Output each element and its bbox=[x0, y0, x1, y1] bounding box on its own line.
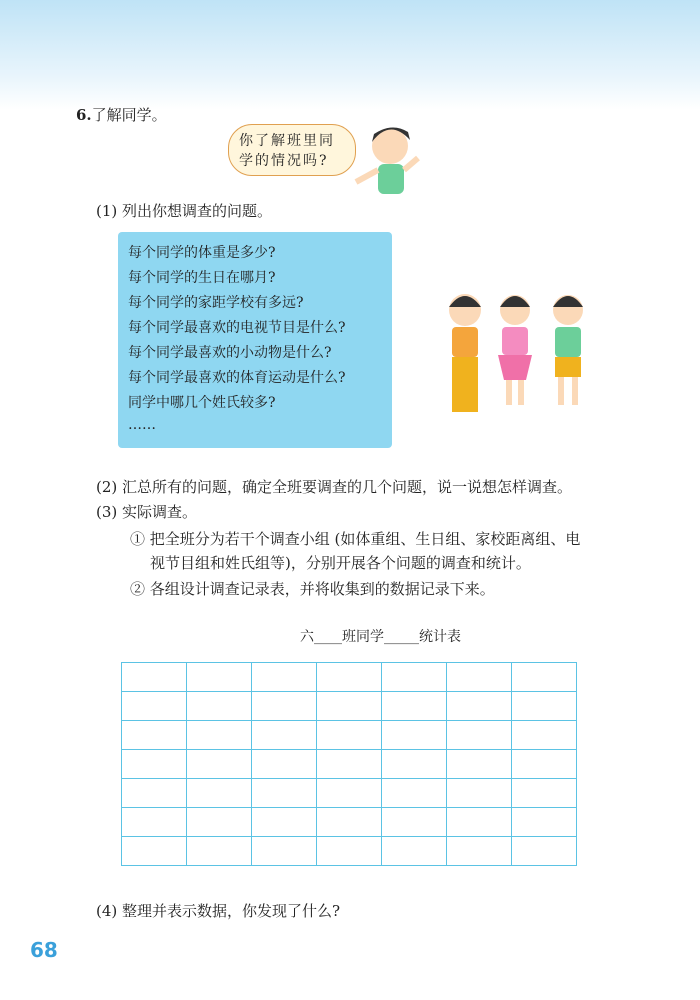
step-2: (2) 汇总所有的问题，确定全班要调查的几个问题，说一说想怎样调查。 bbox=[96, 478, 573, 496]
question-item: 每个同学的体重是多少? bbox=[128, 245, 276, 261]
speech-bubble: 你了解班里同学的情况吗? bbox=[228, 124, 356, 176]
step-3-item-1: ① 把全班分为若干个调查小组 (如体重组、生日组、家校距离组、电 bbox=[130, 530, 581, 548]
exercise-heading: 6.了解同学。 bbox=[76, 106, 167, 124]
question-item: 同学中哪几个姓氏较多? bbox=[128, 395, 276, 411]
question-item: 每个同学最喜欢的电视节目是什么? bbox=[128, 320, 346, 336]
children-illustration bbox=[440, 285, 600, 425]
step-3: (3) 实际调查。 bbox=[96, 503, 198, 521]
step-1: (1) 列出你想调查的问题。 bbox=[96, 202, 273, 220]
question-item: 每个同学的生日在哪月? bbox=[128, 270, 276, 286]
step-3-item-1-cont: 视节目组和姓氏组等)，分别开展各个问题的调查和统计。 bbox=[150, 554, 531, 572]
question-item: 每个同学最喜欢的小动物是什么? bbox=[128, 345, 332, 361]
question-list bbox=[118, 232, 392, 448]
page-number: 68 bbox=[30, 938, 58, 962]
question-item: 每个同学的家距学校有多远? bbox=[128, 295, 304, 311]
question-item: …… bbox=[128, 417, 156, 433]
header-band bbox=[0, 0, 700, 110]
step-4: (4) 整理并表示数据，你发现了什么? bbox=[96, 902, 341, 920]
boy-illustration bbox=[352, 118, 432, 198]
step-3-item-2: ② 各组设计调查记录表，并将收集到的数据记录下来。 bbox=[130, 580, 495, 598]
table-title: 六____班同学_____统计表 bbox=[300, 629, 461, 645]
statistics-table bbox=[121, 662, 577, 866]
question-item: 每个同学最喜欢的体育运动是什么? bbox=[128, 370, 346, 386]
